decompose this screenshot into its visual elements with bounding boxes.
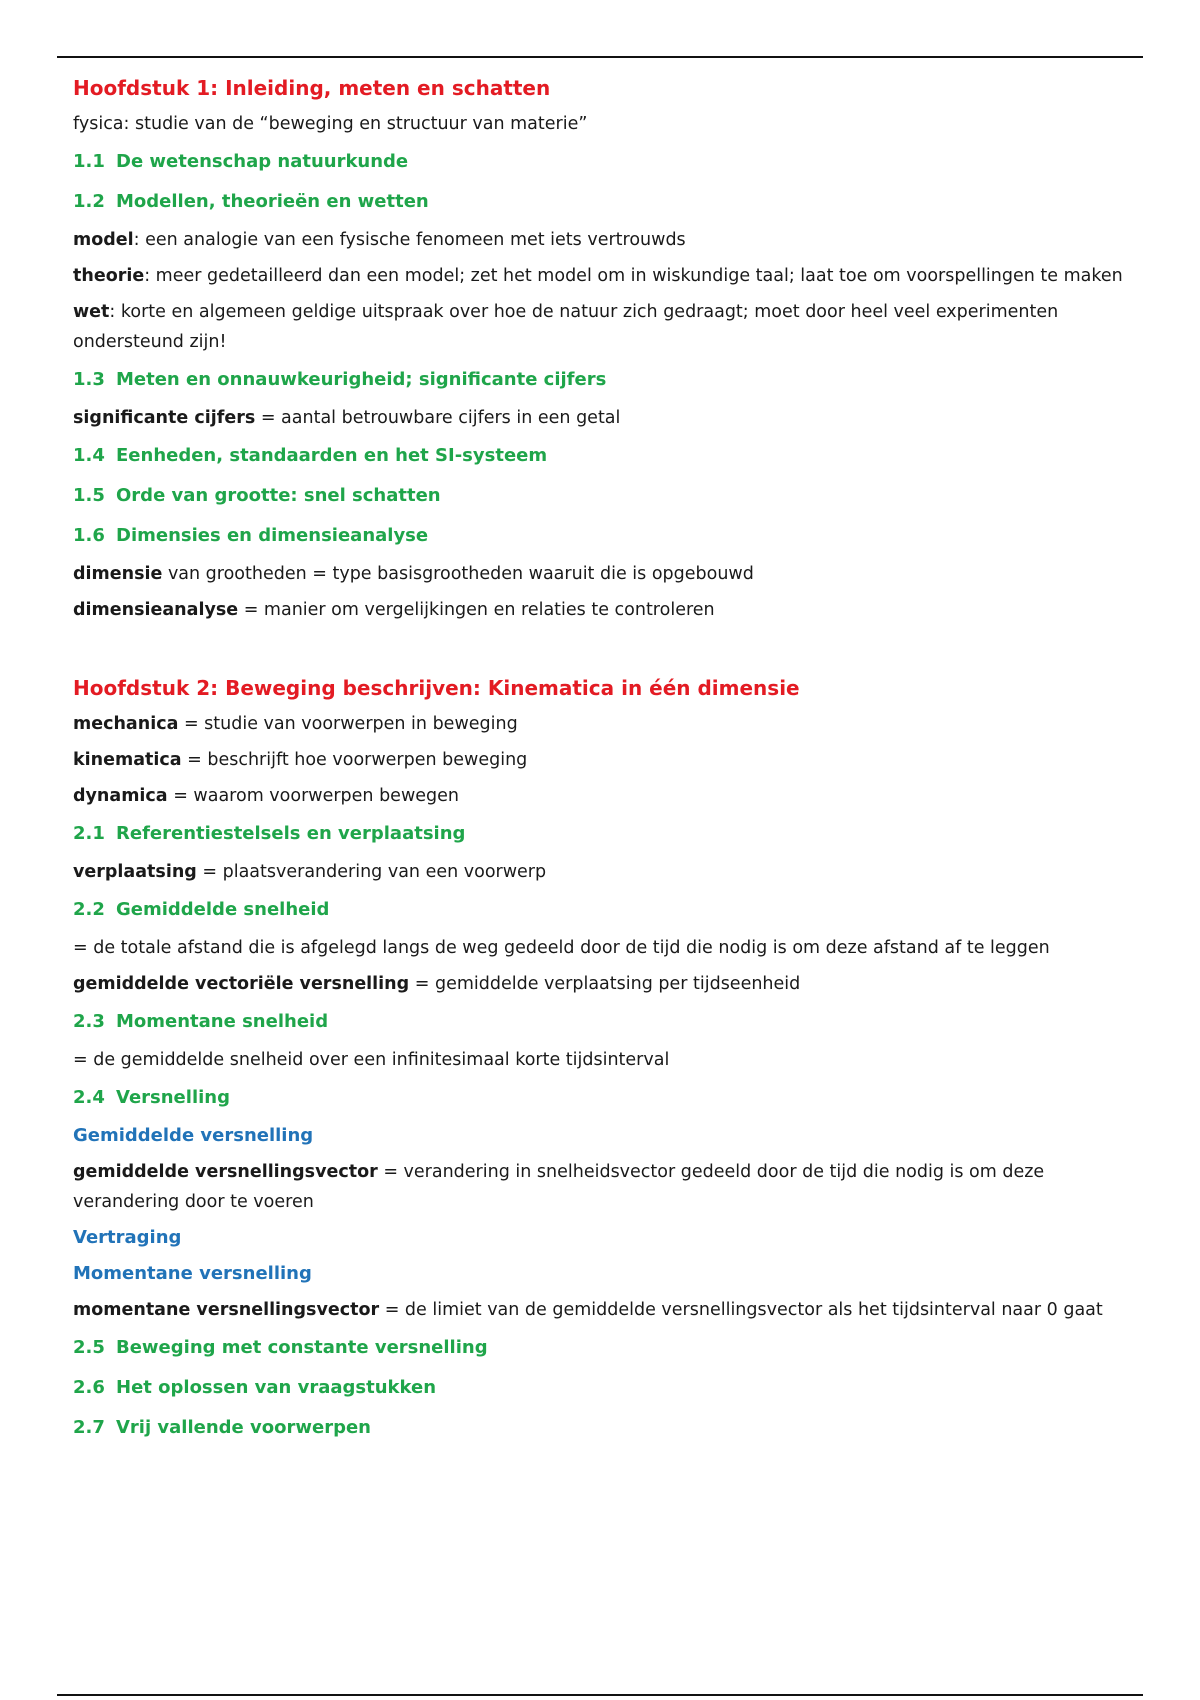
section-1-1: 1.1 De wetenschap natuurkunde bbox=[73, 151, 409, 172]
definition-dimensie: dimensie van grootheden = type basisgrootheden waaruit die is opgebouwd bbox=[73, 564, 754, 584]
subheading-momentane-versnelling: Momentane versnelling bbox=[73, 1263, 312, 1284]
gemiddelde-snelheid-definition: = de totale afstand die is afgelegd langs de weg gedeeld door de tijd die nodig is om deze afstand af te leggen bbox=[73, 938, 1050, 958]
section-1-5: 1.5 Orde van grootte: snel schatten bbox=[73, 485, 441, 506]
definition-significante-cijfers: significante cijfers = aantal betrouwbare cijfers in een getal bbox=[73, 408, 621, 428]
definition-dynamica: dynamica = waarom voorwerpen bewegen bbox=[73, 786, 459, 806]
section-2-5: 2.5 Beweging met constante versnelling bbox=[73, 1337, 488, 1358]
subheading-gemiddelde-versnelling: Gemiddelde versnelling bbox=[73, 1125, 314, 1146]
section-1-4: 1.4 Eenheden, standaarden en het SI-systeem bbox=[73, 445, 548, 466]
definition-wet: wet: korte en algemeen geldige uitspraak over hoe de natuur zich gedraagt; moet door heel veel experimenten ondersteund zijn! bbox=[73, 302, 1059, 352]
section-2-1: 2.1 Referentiestelsels en verplaatsing bbox=[73, 823, 466, 844]
section-2-2: 2.2 Gemiddelde snelheid bbox=[73, 899, 330, 920]
bottom-rule bbox=[57, 1694, 1143, 1696]
section-1-3: 1.3 Meten en onnauwkeurigheid; significante cijfers bbox=[73, 369, 607, 390]
definition-theorie: theorie: meer gedetailleerd dan een model; zet het model om in wiskundige taal; laat toe om voorspellingen te maken bbox=[73, 266, 1123, 286]
section-2-4: 2.4 Versnelling bbox=[73, 1087, 230, 1108]
definition-model: model: een analogie van een fysische fenomeen met iets vertrouwds bbox=[73, 230, 686, 250]
chapter-1-title: Hoofdstuk 1: Inleiding, meten en schatten bbox=[73, 76, 551, 100]
momentane-snelheid-definition: = de gemiddelde snelheid over een infinitesimaal korte tijdsinterval bbox=[73, 1050, 670, 1070]
section-1-6: 1.6 Dimensies en dimensieanalyse bbox=[73, 525, 429, 546]
chapter-2-title: Hoofdstuk 2: Beweging beschrijven: Kinematica in één dimensie bbox=[73, 676, 800, 700]
section-2-7: 2.7 Vrij vallende voorwerpen bbox=[73, 1417, 371, 1438]
section-2-3: 2.3 Momentane snelheid bbox=[73, 1011, 329, 1032]
top-rule bbox=[57, 56, 1143, 58]
definition-mechanica: mechanica = studie van voorwerpen in beweging bbox=[73, 714, 518, 734]
intro-text: fysica: studie van de “beweging en structuur van materie” bbox=[73, 114, 588, 134]
definition-dimensieanalyse: dimensieanalyse = manier om vergelijkingen en relaties te controleren bbox=[73, 600, 715, 620]
section-1-2: 1.2 Modellen, theorieën en wetten bbox=[73, 191, 429, 212]
chapter-spacer bbox=[73, 628, 1133, 670]
definition-momentane-versnellingsvector: momentane versnellingsvector = de limiet van de gemiddelde versnellingsvector als het tijdsinterval naar 0 gaat bbox=[73, 1300, 1103, 1320]
definition-kinematica: kinematica = beschrijft hoe voorwerpen beweging bbox=[73, 750, 528, 770]
definition-verplaatsing: verplaatsing = plaatsverandering van een voorwerp bbox=[73, 862, 547, 882]
section-2-6: 2.6 Het oplossen van vraagstukken bbox=[73, 1377, 437, 1398]
subheading-vertraging: Vertraging bbox=[73, 1227, 182, 1248]
definition-gemiddelde-versnellingsvector: gemiddelde versnellingsvector = verandering in snelheidsvector gedeeld door de tijd die nodig is om deze verandering door te voeren bbox=[73, 1162, 1045, 1212]
definition-gemiddelde-vectoriele-versnelling: gemiddelde vectoriële versnelling = gemiddelde verplaatsing per tijdseenheid bbox=[73, 974, 801, 994]
document-body bbox=[73, 70, 1133, 1448]
